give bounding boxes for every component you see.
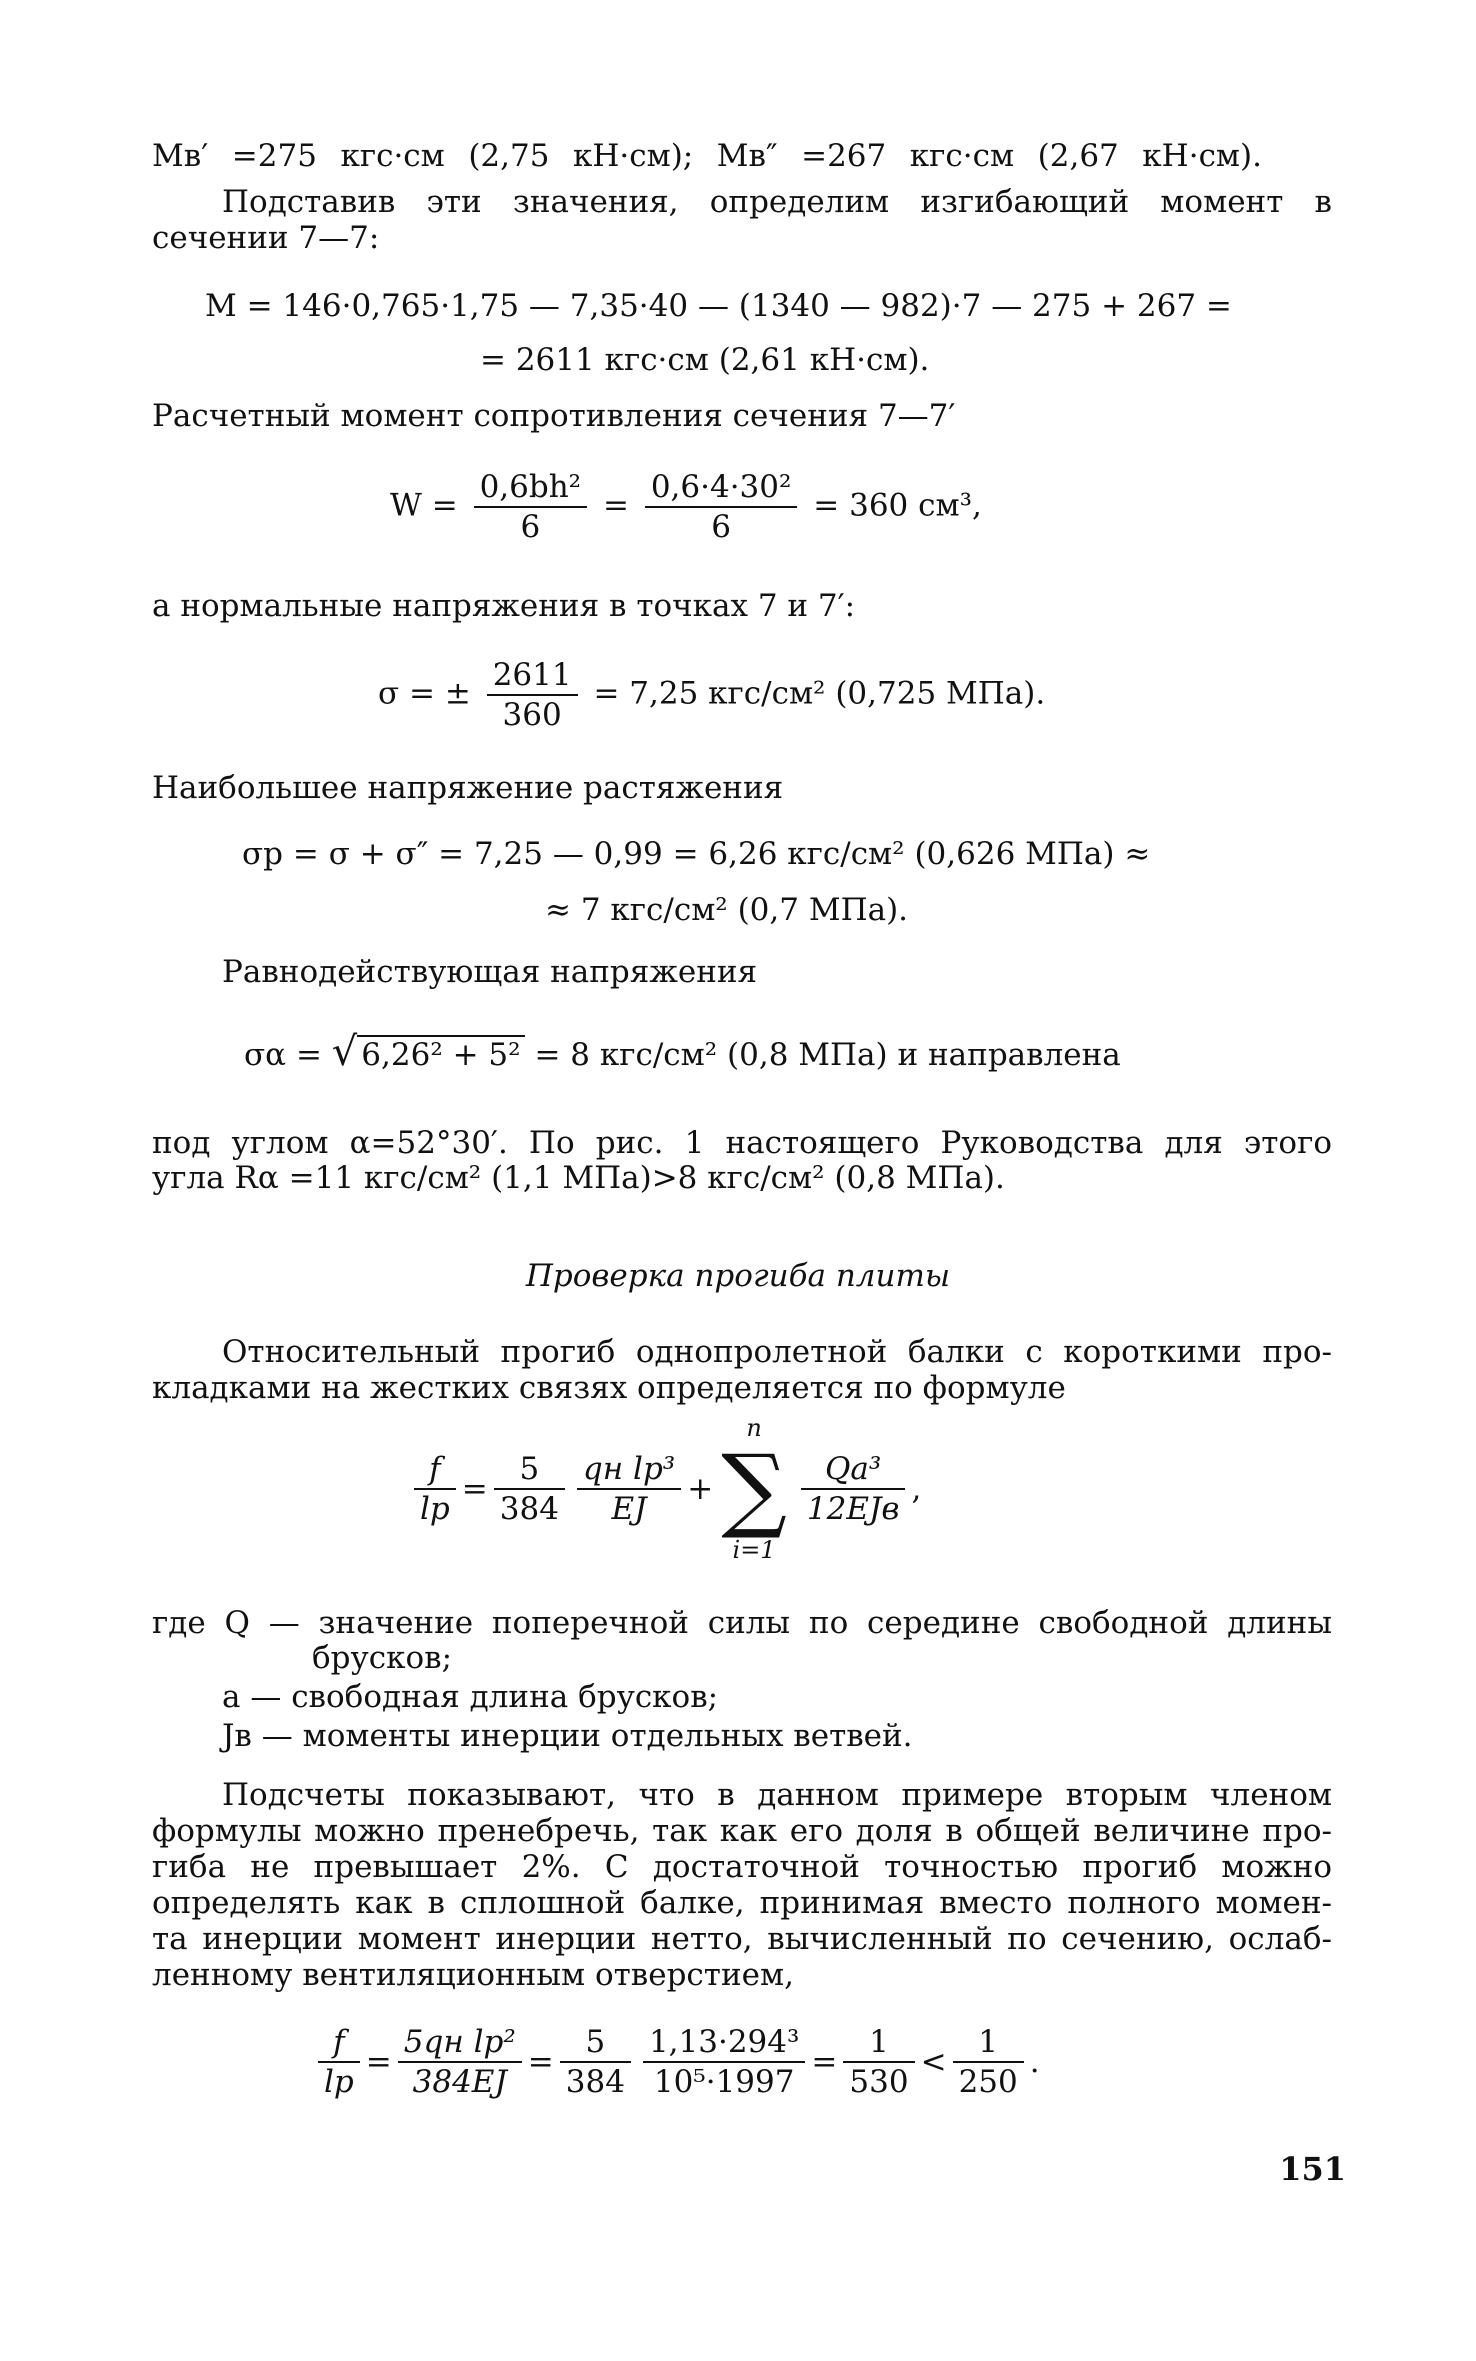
eq-final-eq2: = bbox=[527, 2044, 554, 2080]
eq-w-den1: 6 bbox=[520, 509, 541, 545]
para-angle-line1: под углом α=52°30′. По рис. 1 настоящего Руководства для этого bbox=[152, 1125, 1332, 1161]
section-heading: Проверка прогиба плиты bbox=[525, 1258, 951, 1294]
eq-w-eq: = bbox=[602, 487, 629, 524]
eq-w-den2: 6 bbox=[711, 509, 731, 545]
eq-final-f: f bbox=[318, 2023, 360, 2063]
sigma-sum-icon: ∑ bbox=[721, 1435, 787, 1542]
eq-defl-384: 384 bbox=[499, 1491, 559, 1527]
para-calc-line6: ленному вентиляционным отверстием, bbox=[152, 1957, 794, 1993]
para-angle-line2: угла Rα =11 кгс/см² (1,1 МПа)>8 кгс/см² (0,8 МПа). bbox=[152, 1160, 1005, 1196]
eq-final-frac1 bbox=[398, 2023, 522, 2101]
eq-sigma-num: 2611 bbox=[487, 656, 578, 696]
eq-final-frac-f bbox=[318, 2023, 360, 2101]
para-calc-line2: формулы можно пренебречь, так как его доля в общей величине про- bbox=[152, 1813, 1332, 1849]
para-substitute: Подставив эти значения, определим изгибающий момент в сечении 7—7: bbox=[152, 184, 1332, 256]
eq-final-lt: < bbox=[920, 2044, 947, 2080]
eq-sigma-den: 360 bbox=[502, 697, 562, 733]
eq-defl-eq: = bbox=[461, 1471, 488, 1507]
eq-defl-qa: Qa³ bbox=[801, 1450, 906, 1490]
eq-w bbox=[390, 468, 982, 558]
eq-defl-5: 5 bbox=[494, 1450, 565, 1490]
para-calc-line3: гиба не превышает 2%. С достаточной точностью прогиб можно bbox=[152, 1849, 1332, 1885]
eq-w-frac2 bbox=[645, 468, 798, 546]
eq-final-lp: lр bbox=[324, 2064, 354, 2100]
eq-defl-f: f bbox=[414, 1450, 456, 1490]
eq-defl-frac-f bbox=[414, 1450, 456, 1528]
para-calc-line4: определять как в сплошной балке, принимая вместо полного момен- bbox=[152, 1885, 1332, 1921]
where-q-line2: брусков; bbox=[312, 1640, 453, 1676]
para-normal: а нормальные напряжения в точках 7 и 7′: bbox=[152, 588, 856, 624]
eq-final-frac-5 bbox=[560, 2023, 631, 2101]
eq-defl-sum-bottom: i=1 bbox=[732, 1536, 776, 1564]
top-line: Mв′ =275 кгс·см (2,75 кН·см); Mв″ =267 кгс·см (2,67 кН·см). bbox=[152, 138, 1262, 174]
eq-moment-line2: = 2611 кгс·см (2,61 кН·см). bbox=[480, 342, 930, 378]
eq-defl-sum-top: n bbox=[746, 1414, 762, 1442]
eq-final-530: 530 bbox=[849, 2064, 909, 2100]
eq-defl-q: qн lр³ bbox=[577, 1450, 681, 1490]
where-a: a — свободная длина брусков; bbox=[222, 1679, 719, 1715]
eq-deflection bbox=[408, 1404, 921, 1574]
eq-resultant bbox=[244, 1029, 1121, 1075]
para-max-tension: Наибольшее напряжение растяжения bbox=[152, 770, 784, 806]
eq-final-1a: 1 bbox=[843, 2023, 914, 2063]
eq-final-250: 250 bbox=[958, 2064, 1018, 2100]
eq-defl-plus: + bbox=[687, 1471, 714, 1507]
eq-sigma-lhs: σ = ± bbox=[378, 675, 471, 712]
eq-final-end: . bbox=[1029, 2044, 1040, 2080]
where-q-line1: где Q — значение поперечной силы по середине свободной длины bbox=[152, 1605, 1332, 1641]
eq-defl-lp: lр bbox=[420, 1491, 450, 1527]
eq-w-num1: 0,6bh² bbox=[474, 468, 588, 508]
eq-sigma-frac bbox=[487, 656, 578, 734]
para-resultant: Равнодействующая напряжения bbox=[222, 954, 758, 990]
eq-final-num1: 5qн lр² bbox=[398, 2023, 522, 2063]
para-calc-line1: Подсчеты показывают, что в данном примере вторым членом bbox=[222, 1777, 1332, 1813]
para-calc-line5: та инерции момент инерции нетто, вычисленный по сечению, ослаб- bbox=[152, 1921, 1332, 1957]
eq-moment-line1: M = 146·0,765·1,75 — 7,35·40 — (1340 — 982)·7 — 275 + 267 = bbox=[205, 288, 1232, 324]
para-deflection-line1: Относительный прогиб однопролетной балки с короткими про- bbox=[222, 1334, 1332, 1370]
eq-defl-frac-5 bbox=[494, 1450, 565, 1528]
eq-sigma-p-line1: σр = σ + σ″ = 7,25 — 0,99 = 6,26 кгс/см² (0,626 МПа) ≈ bbox=[242, 836, 1151, 872]
eq-final-384: 384 bbox=[565, 2064, 625, 2100]
eq-defl-ej: EJ bbox=[611, 1491, 647, 1527]
eq-w-frac1 bbox=[474, 468, 588, 546]
eq-final-eq3: = bbox=[811, 2044, 838, 2080]
eq-final-eq1: = bbox=[365, 2044, 392, 2080]
eq-final-den2: 10⁵·1997 bbox=[653, 2064, 795, 2100]
eq-defl-sum bbox=[721, 1413, 787, 1565]
page-number: 151 bbox=[1279, 2150, 1346, 2188]
para-deflection-line2: кладками на жестких связях определяется по формуле bbox=[152, 1370, 1066, 1406]
eq-final-frac2 bbox=[643, 2023, 805, 2101]
eq-final-frac-530 bbox=[843, 2023, 914, 2101]
eq-defl-frac-q bbox=[577, 1450, 681, 1528]
eq-final-1b: 1 bbox=[953, 2023, 1024, 2063]
where-j: Jв — моменты инерции отдельных ветвей. bbox=[222, 1718, 913, 1754]
sqrt-symbol: √ bbox=[331, 1029, 358, 1075]
eq-defl-end: , bbox=[911, 1471, 922, 1507]
eq-sigma-rhs: = 7,25 кгс/см² (0,725 МПа). bbox=[593, 675, 1046, 712]
eq-defl-frac-qa bbox=[801, 1450, 906, 1528]
eq-defl-12ej: 12EJв bbox=[806, 1491, 900, 1527]
eq-final-frac-250 bbox=[953, 2023, 1024, 2101]
eq-w-rhs: = 360 см³, bbox=[813, 487, 982, 524]
eq-w-lhs: W = bbox=[390, 487, 458, 524]
eq-w-num2: 0,6·4·30² bbox=[645, 468, 798, 508]
eq-resultant-rhs: = 8 кгс/см² (0,8 МПа) и направлена bbox=[534, 1037, 1121, 1073]
eq-final-den1: 384EJ bbox=[412, 2064, 507, 2100]
para-resistance: Расчетный момент сопротивления сечения 7—7′ bbox=[152, 398, 956, 434]
eq-resultant-sqrt: 6,26² + 5² bbox=[357, 1035, 524, 1073]
eq-final bbox=[312, 2012, 1040, 2112]
eq-final-num2: 1,13·294³ bbox=[643, 2023, 805, 2063]
eq-resultant-lhs: σα = bbox=[244, 1037, 322, 1073]
eq-final-5: 5 bbox=[560, 2023, 631, 2063]
eq-sigma-p-line2: ≈ 7 кгс/см² (0,7 МПа). bbox=[545, 892, 909, 928]
eq-sigma bbox=[378, 656, 1045, 734]
